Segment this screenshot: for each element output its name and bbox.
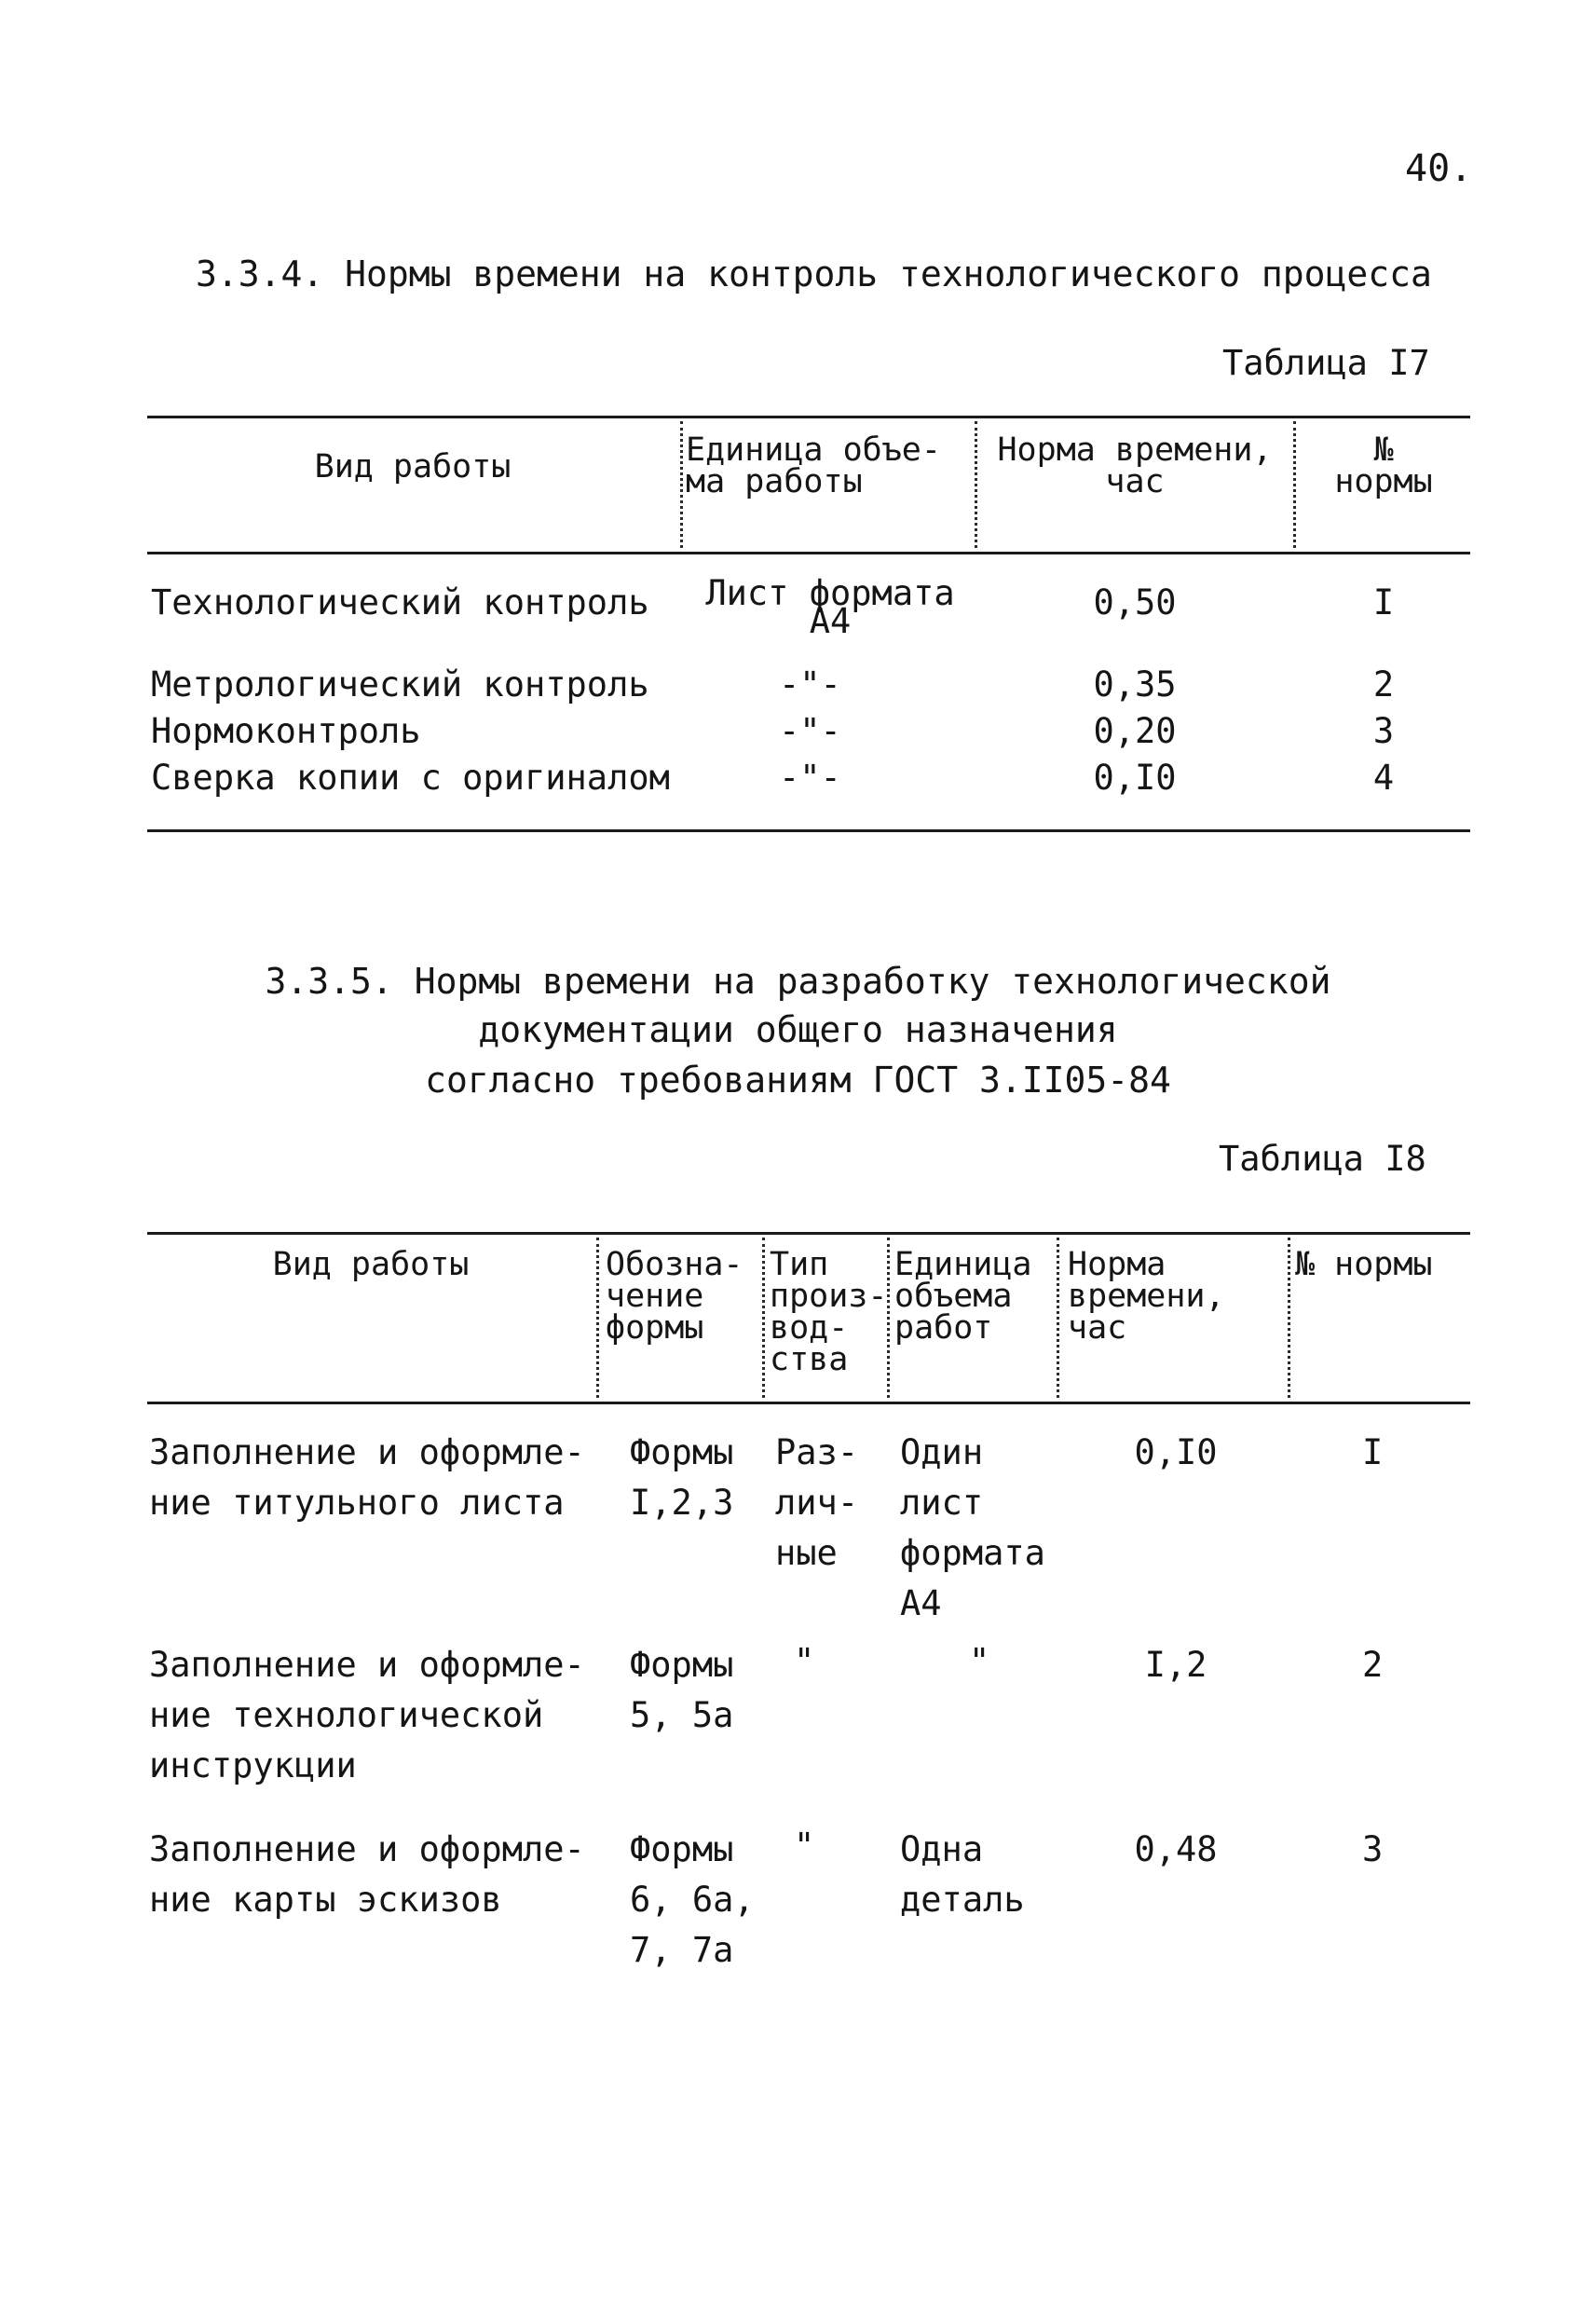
table-18-header-rule [147, 1402, 1470, 1404]
table-18-row-3-work: Заполнение и оформле- ние карты эскизов [149, 1829, 585, 1920]
table-17-row-2-work: Метрологический контроль [151, 664, 649, 705]
table-18-row-2-form: Формы 5, 5а [630, 1645, 734, 1735]
table-18-row-3-form: Формы 6, 6а, 7, 7а [630, 1829, 755, 1970]
table-18-col-sep-2 [762, 1238, 765, 1398]
table-17-row-1-unit: Лист формата А4 [705, 573, 955, 641]
table-18-col-sep-4 [1057, 1238, 1059, 1398]
table-18-header-type: Тип произ- вод- ства [770, 1246, 888, 1378]
table-17-row-1-work: Технологический контроль [151, 582, 649, 622]
table-18-row-1-work: Заполнение и оформле- ние титульного листа [149, 1432, 585, 1523]
table-17-row-2-norm: 0,35 [1093, 664, 1177, 705]
table-18-row-1-type: Раз- лич- ные [775, 1432, 859, 1573]
table-18-row-2-unit: " [969, 1641, 990, 1681]
table-17-row-2-unit: -"- [779, 664, 841, 705]
table-17-row-3-norm: 0,20 [1093, 711, 1177, 751]
table-17-row-3-unit: -"- [779, 711, 841, 751]
table-18-row-2-type: " [794, 1641, 815, 1681]
table-18-row-3-number: 3 [1362, 1829, 1384, 1869]
table-17-header-work: Вид работы [314, 448, 512, 486]
table-17-bottom-rule [147, 829, 1470, 832]
table-18-row-3-type: " [794, 1826, 815, 1866]
table-18-row-1-norm: 0,I0 [1134, 1432, 1218, 1472]
table-18-header-work: Вид работы [272, 1246, 470, 1283]
table-17-col-sep-3 [1293, 421, 1296, 548]
table-18-row-3-unit: Одна деталь [900, 1829, 1025, 1920]
table-18-row-1-number: I [1362, 1432, 1384, 1472]
table-17-header-norm: Норма времени, час [997, 431, 1273, 500]
section-title-3-3-4: 3.3.4. Нормы времени на контроль технологического процесса [196, 253, 1432, 294]
table-17-row-3-number: 3 [1372, 711, 1395, 751]
table-18-header-norm: Норма времени, час [1068, 1246, 1225, 1347]
table-18-row-1-form: Формы I,2,3 [630, 1432, 734, 1523]
table-18-header-unit: Единица объема работ [894, 1246, 1032, 1347]
table-17-header-number: № нормы [1334, 431, 1433, 500]
table-18-row-2-norm: I,2 [1144, 1645, 1207, 1685]
table-17-row-4-norm: 0,I0 [1093, 758, 1177, 798]
table-18-row-2-number: 2 [1362, 1645, 1384, 1685]
table-18-header-number: № нормы [1295, 1246, 1433, 1283]
table-17-row-2-number: 2 [1372, 664, 1395, 705]
section-title-3-3-5-line-1: 3.3.5. Нормы времени на разработку технологической [265, 961, 1331, 1002]
page-number: 40. [1405, 147, 1473, 190]
table-18-row-3-norm: 0,48 [1134, 1829, 1218, 1869]
table-18-header-form: Обозна- чение формы [606, 1246, 743, 1347]
table-17-col-sep-1 [680, 421, 683, 548]
table-18-top-rule [147, 1232, 1470, 1235]
table-18-col-sep-3 [887, 1238, 890, 1398]
table-18-row-2-work: Заполнение и оформле- ние технологической инструкции [149, 1645, 585, 1785]
table-17-header-unit: Единица объе- ма работы [686, 431, 941, 500]
table-17-header-rule [147, 552, 1470, 554]
table-17-col-sep-2 [975, 421, 977, 548]
table-17-label: Таблица I7 [1222, 343, 1430, 383]
table-17-row-4-number: 4 [1372, 758, 1395, 798]
section-title-3-3-5-line-3: согласно требованиям ГОСТ 3.II05-84 [425, 1060, 1171, 1101]
table-17-row-3-work: Нормоконтроль [151, 711, 421, 751]
table-17-row-4-work: Сверка копии с оригиналом [151, 758, 670, 798]
table-17-row-1-norm: 0,50 [1093, 582, 1177, 622]
table-17-top-rule [147, 416, 1470, 418]
table-17-row-4-unit: -"- [779, 758, 841, 798]
table-17-row-1-number: I [1372, 582, 1395, 622]
table-18-label: Таблица I8 [1219, 1139, 1426, 1179]
section-title-3-3-5-line-2: документации общего назначения [478, 1009, 1118, 1050]
table-18-row-1-unit: Один лист формата А4 [900, 1432, 1045, 1623]
table-18-col-sep-1 [596, 1238, 599, 1398]
